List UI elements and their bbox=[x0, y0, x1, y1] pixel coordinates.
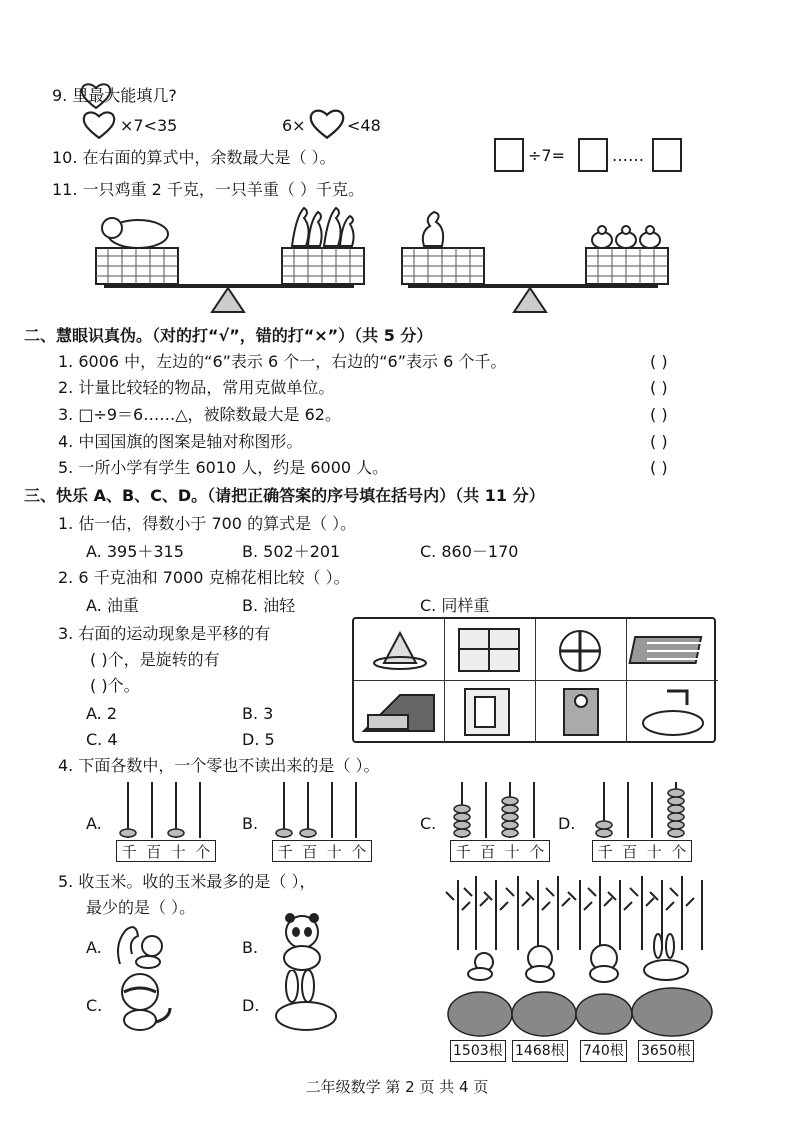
s3-q1-option-a[interactable]: A. 395＋315 bbox=[86, 542, 184, 561]
section2-item: 1. 6006 中，左边的“6”表示 6 个一，右边的“6”表示 6 个千。 bbox=[58, 352, 507, 371]
abacus-a bbox=[116, 778, 216, 840]
corn-count-label: 1503根 bbox=[450, 1040, 506, 1062]
answer-paren[interactable]: ( ) bbox=[650, 378, 668, 397]
section2-item: 3. □÷9＝6……△，被除数最大是 62。 bbox=[58, 405, 341, 424]
section2-item: 5. 一所小学有学生 6010 人，约是 6000 人。 bbox=[58, 458, 389, 477]
answer-box[interactable] bbox=[652, 138, 682, 172]
squirrel-icon bbox=[112, 920, 172, 970]
abacus-c bbox=[450, 778, 550, 840]
chicks-icon bbox=[592, 226, 660, 248]
answer-box[interactable] bbox=[578, 138, 608, 172]
balance-scale-left bbox=[96, 208, 364, 312]
section2-item: 4. 中国国旗的图案是轴对称图形。 bbox=[58, 432, 303, 451]
s3-q2-text: 2. 6 千克油和 7000 克棉花相比较（ ）。 bbox=[58, 568, 350, 587]
heart-icon bbox=[307, 108, 347, 140]
door-picture bbox=[445, 681, 536, 743]
corn-stalks bbox=[446, 876, 702, 950]
answer-paren[interactable]: ( ) bbox=[650, 432, 668, 451]
abacus-a-places: 千 百 十 个 bbox=[116, 840, 216, 862]
heart-icon bbox=[80, 110, 118, 140]
s3-q5-option-c[interactable]: C. bbox=[86, 996, 103, 1015]
abacus-b-places: 千 百 十 个 bbox=[272, 840, 372, 862]
fan-picture bbox=[536, 619, 627, 681]
s3-q1-option-c[interactable]: C. 860－170 bbox=[420, 542, 519, 561]
abacus-slide-picture bbox=[627, 619, 718, 681]
s3-q5-option-a[interactable]: A. bbox=[86, 938, 102, 957]
answer-paren[interactable]: ( ) bbox=[650, 458, 668, 477]
answer-paren[interactable]: ( ) bbox=[650, 352, 668, 371]
abacus-b-label[interactable]: B. bbox=[242, 814, 259, 833]
raccoon-icon bbox=[112, 970, 176, 1032]
q9-text: 9. 里最大能填几? bbox=[52, 86, 177, 105]
q9-expr1: ×7<35 bbox=[120, 116, 178, 135]
faucet-picture bbox=[536, 681, 627, 743]
spinning-top-picture bbox=[354, 619, 445, 681]
s3-q5-line1: 5. 收玉米。收的玉米最多的是（ ）， bbox=[58, 872, 316, 891]
rabbit-icon bbox=[272, 970, 342, 1032]
answer-box[interactable] bbox=[494, 138, 524, 172]
s3-q1-option-b[interactable]: B. 502＋201 bbox=[242, 542, 341, 561]
s3-q2-option-b[interactable]: B. 油轻 bbox=[242, 596, 296, 615]
s3-q1-text: 1. 估一估，得数小于 700 的算式是（ ）。 bbox=[58, 514, 357, 533]
chickens-icon bbox=[292, 208, 354, 246]
abacus-a-label[interactable]: A. bbox=[86, 814, 102, 833]
s3-q2-option-a[interactable]: A. 油重 bbox=[86, 596, 139, 615]
q10-text: 10. 在右面的算式中，余数最大是（ ）。 bbox=[52, 148, 336, 167]
corn-count-label: 3650根 bbox=[638, 1040, 694, 1062]
q10-op: ÷7= bbox=[528, 146, 565, 165]
q10-dots: …… bbox=[612, 146, 644, 165]
goose-icon bbox=[423, 212, 443, 246]
panda-icon bbox=[274, 912, 330, 972]
q9-expr2-prefix: 6× bbox=[282, 116, 306, 135]
section2-title: 二、慧眼识真伪。（对的打“√”，错的打“×”）（共 5 分） bbox=[24, 326, 433, 345]
page-footer: 二年级数学 第 2 页 共 4 页 bbox=[305, 1078, 489, 1096]
abacus-d-label[interactable]: D. bbox=[558, 814, 576, 833]
section3-title: 三、快乐 A、B、C、D。（请把正确答案的序号填在括号内）（共 11 分） bbox=[24, 486, 545, 505]
s3-q4-text: 4. 下面各数中，一个零也不读出来的是（ ）。 bbox=[58, 756, 380, 775]
s3-q2-option-c[interactable]: C. 同样重 bbox=[420, 596, 490, 615]
s3-q3-option-d[interactable]: D. 5 bbox=[242, 730, 275, 749]
corn-count-label: 740根 bbox=[580, 1040, 627, 1062]
s3-q5-option-b[interactable]: B. bbox=[242, 938, 259, 957]
s3-q3-option-a[interactable]: A. 2 bbox=[86, 704, 118, 723]
corn-count-label: 1468根 bbox=[512, 1040, 568, 1062]
sliding-window-picture bbox=[445, 619, 536, 681]
heart-icon bbox=[80, 82, 112, 110]
balance-scale-right bbox=[402, 212, 668, 312]
s3-q5-line2: 最少的是（ ）。 bbox=[86, 898, 196, 917]
s3-q5-option-d[interactable]: D. bbox=[242, 996, 260, 1015]
abacus-c-label[interactable]: C. bbox=[420, 814, 437, 833]
corn-piles bbox=[448, 988, 712, 1036]
drawer-picture bbox=[354, 681, 445, 743]
abacus-c-places: 千 百 十 个 bbox=[450, 840, 550, 862]
answer-paren[interactable]: ( ) bbox=[650, 405, 668, 424]
s3-q3-option-b[interactable]: B. 3 bbox=[242, 704, 274, 723]
section2-item: 2. 计量比较轻的物品，常用克做单位。 bbox=[58, 378, 335, 397]
q11-text: 11. 一只鸡重 2 千克，一只羊重（ ）千克。 bbox=[52, 180, 364, 199]
abacus-b bbox=[272, 778, 372, 840]
balance-scales-figure bbox=[90, 200, 690, 320]
abacus-d-places: 千 百 十 个 bbox=[592, 840, 692, 862]
q9-expr2-suffix: <48 bbox=[347, 116, 381, 135]
motion-pictures-grid bbox=[352, 617, 716, 743]
sink-tap-picture bbox=[627, 681, 718, 743]
s3-q3-option-c[interactable]: C. 4 bbox=[86, 730, 118, 749]
s3-q3-line2: ( )个，是旋转的有 bbox=[90, 650, 220, 669]
s3-q3-line3: ( )个。 bbox=[90, 676, 140, 695]
abacus-d bbox=[592, 778, 692, 840]
s3-q3-line1: 3. 右面的运动现象是平移的有 bbox=[58, 624, 271, 643]
animals-row bbox=[468, 934, 688, 982]
